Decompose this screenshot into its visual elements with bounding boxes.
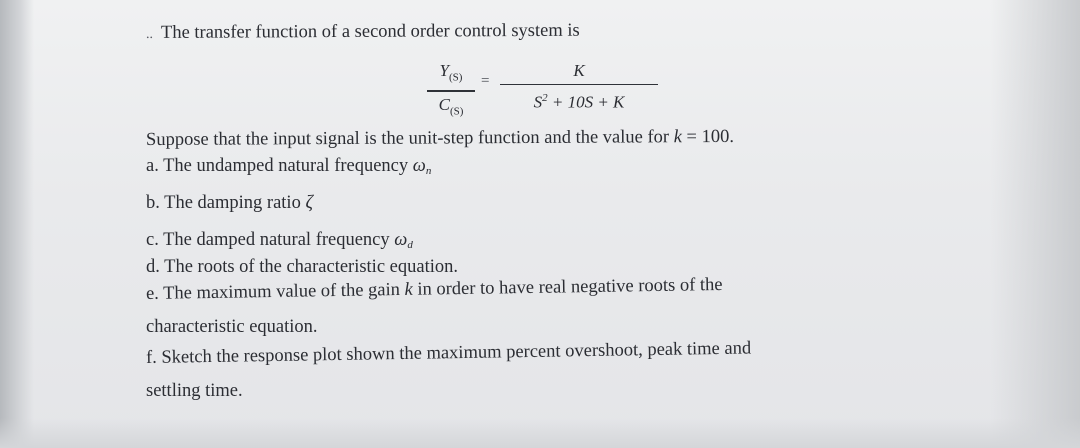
- item-e-text-post: in order to have real negative roots of the: [412, 274, 723, 300]
- rhs-denominator: [500, 88, 658, 113]
- photo-shadow-bottom: [0, 418, 1080, 448]
- lhs-numerator-sub: (S): [449, 71, 463, 84]
- item-c: [146, 229, 413, 256]
- lhs-numerator-base: Y: [439, 61, 449, 80]
- lhs-denominator-base: C: [438, 94, 450, 114]
- transfer-function-rhs: [500, 61, 658, 113]
- item-b-text: b. The damping ratio: [146, 193, 306, 213]
- photo-shadow-right: [990, 0, 1080, 448]
- zeta-symbol: ζ: [305, 193, 313, 213]
- lhs-numerator: [427, 61, 475, 87]
- item-e-text-pre: e. The maximum value of the gain: [145, 279, 405, 304]
- item-d: d. The roots of the characteristic equation.: [146, 257, 458, 277]
- item-f-line-2: settling time.: [146, 381, 243, 401]
- lhs-denominator-sub: (S): [449, 105, 464, 118]
- item-b: [146, 192, 313, 214]
- rhs-denominator-rest: + 10S + K: [547, 93, 625, 113]
- omega-subscript-n: n: [425, 165, 432, 177]
- omega-symbol-damped: ω: [394, 230, 408, 250]
- photo-shadow-left: [0, 0, 34, 448]
- lhs-fraction-bar: [427, 90, 475, 91]
- item-a-text: a. The undamped natural frequency: [146, 156, 413, 176]
- lhs-denominator: [427, 95, 475, 121]
- rhs-denominator-s: S: [533, 93, 543, 113]
- item-e-variable: k: [404, 279, 413, 300]
- omega-symbol: ω: [412, 156, 426, 176]
- rhs-fraction-bar: [500, 84, 658, 85]
- omega-subscript-d: d: [407, 239, 413, 251]
- equals-sign: =: [481, 73, 490, 89]
- transfer-function-lhs: [427, 61, 475, 121]
- item-c-text: c. The damped natural frequency: [146, 230, 395, 250]
- rhs-denominator-exponent: 2: [542, 92, 548, 105]
- item-e-line-1: [146, 274, 723, 305]
- item-e-line-2: characteristic equation.: [146, 317, 318, 337]
- intro-text: The transfer function of a second order control system is: [160, 20, 580, 43]
- item-a: [146, 155, 431, 182]
- suppose-text: Suppose that the input signal is the unit-step function and the value for: [145, 127, 674, 150]
- rhs-numerator: K: [573, 61, 585, 80]
- intro-line: [146, 20, 580, 46]
- item-f-line-1: f. Sketch the response plot shown the maximum percent overshoot, peak time and: [145, 338, 752, 368]
- suppose-value: = 100.: [681, 126, 734, 148]
- leading-dots: ..: [145, 26, 154, 42]
- suppose-line: [146, 126, 734, 151]
- suppose-variable: k: [673, 127, 682, 148]
